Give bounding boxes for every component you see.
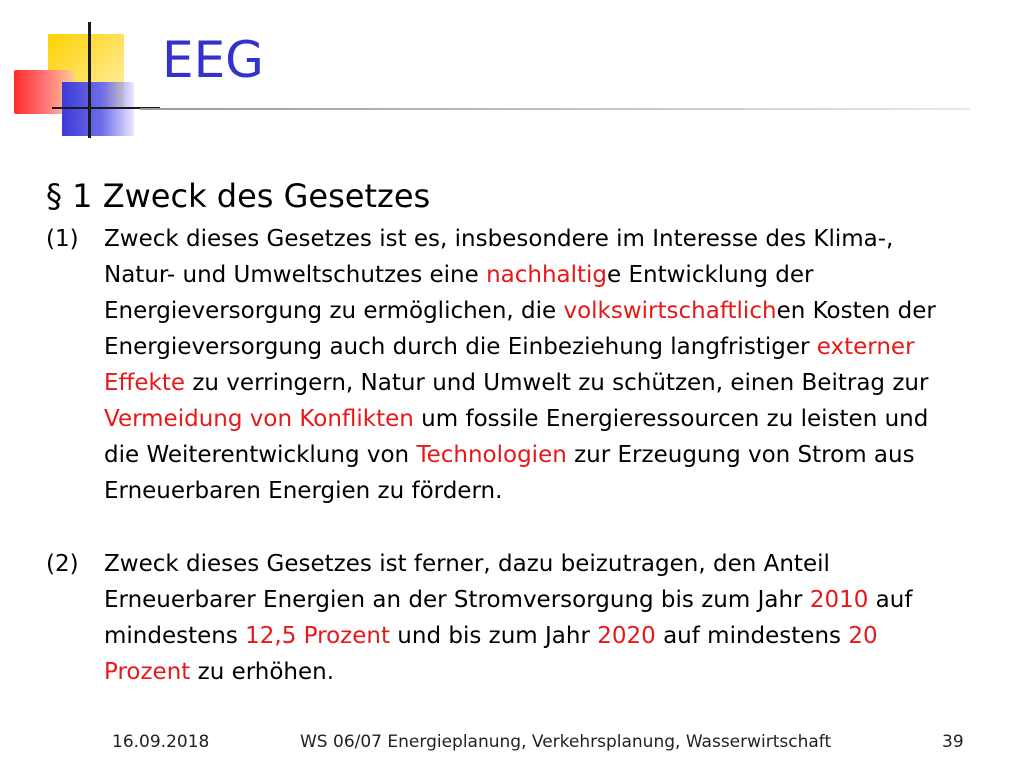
highlighted-term: nachhaltig	[486, 262, 608, 288]
highlighted-term: 20	[848, 623, 878, 649]
slide-title: EEG	[162, 31, 264, 89]
highlighted-term: Technologien	[416, 442, 567, 468]
highlighted-term: 2010	[809, 587, 869, 613]
text-line	[104, 221, 936, 257]
paragraph-1	[46, 221, 936, 509]
text-segment: die Weiterentwicklung von	[104, 442, 417, 468]
text-segment: Zweck dieses Gesetzes ist es, insbesondere im Interesse des Klima-,	[104, 226, 894, 252]
paragraph-2-text	[104, 546, 912, 690]
text-segment: Energieversorgung zu ermöglichen, die	[104, 298, 564, 324]
logo-vertical-line	[88, 22, 91, 138]
footer-page-number: 39	[942, 732, 964, 752]
text-segment: und bis zum Jahr	[389, 623, 598, 649]
paragraph-2	[46, 546, 912, 690]
text-line	[104, 473, 936, 509]
text-segment: zu verringern, Natur und Umwelt zu schützen, einen Beitrag zur	[185, 370, 929, 396]
blue-square-shape	[62, 82, 134, 136]
text-line	[104, 329, 936, 365]
text-segment: en Kosten der	[776, 298, 936, 324]
text-line	[104, 582, 912, 618]
text-line	[104, 257, 936, 293]
text-segment: mindestens	[104, 623, 246, 649]
text-segment: zu erhöhen.	[190, 659, 335, 685]
highlighted-term: Prozent	[104, 659, 191, 685]
text-line	[104, 437, 936, 473]
paragraph-1-text	[104, 221, 936, 509]
text-line	[104, 293, 936, 329]
footer-course-title: WS 06/07 Energieplanung, Verkehrsplanung, Wasserwirtschaft	[300, 732, 832, 752]
highlighted-term: 2020	[597, 623, 656, 649]
text-segment: Natur- und Umweltschutzes eine	[104, 262, 487, 288]
text-segment: zur Erzeugung von Strom aus	[566, 442, 915, 468]
title-divider	[140, 108, 970, 110]
text-segment: e Entwicklung der	[607, 262, 814, 288]
paragraph-number: (1)	[46, 226, 79, 252]
text-segment: auf	[868, 587, 913, 613]
text-segment: Energieversorgung auch durch die Einbeziehung langfristiger	[104, 334, 817, 360]
text-segment: Erneuerbaren Energien zu fördern.	[104, 478, 503, 504]
decorative-logo	[0, 0, 160, 140]
section-heading: § 1 Zweck des Gesetzes	[46, 177, 431, 215]
paragraph-number: (2)	[46, 551, 79, 577]
text-line	[104, 654, 912, 690]
highlighted-term: externer	[816, 334, 915, 360]
highlighted-term: Effekte	[104, 370, 186, 396]
highlighted-term: 12,5 Prozent	[245, 623, 390, 649]
text-segment: auf mindestens	[655, 623, 849, 649]
text-line	[104, 401, 936, 437]
text-segment: Erneuerbarer Energien an der Stromversorgung bis zum Jahr	[104, 587, 810, 613]
text-line	[104, 546, 912, 582]
text-line	[104, 365, 936, 401]
highlighted-term: Vermeidung von Konflikten	[104, 406, 414, 432]
footer-date: 16.09.2018	[112, 732, 210, 752]
text-segment: Zweck dieses Gesetzes ist ferner, dazu beizutragen, den Anteil	[104, 551, 830, 577]
text-segment: um fossile Energieressourcen zu leisten und	[413, 406, 929, 432]
text-line	[104, 618, 912, 654]
highlighted-term: volkswirtschaftlich	[563, 298, 777, 324]
